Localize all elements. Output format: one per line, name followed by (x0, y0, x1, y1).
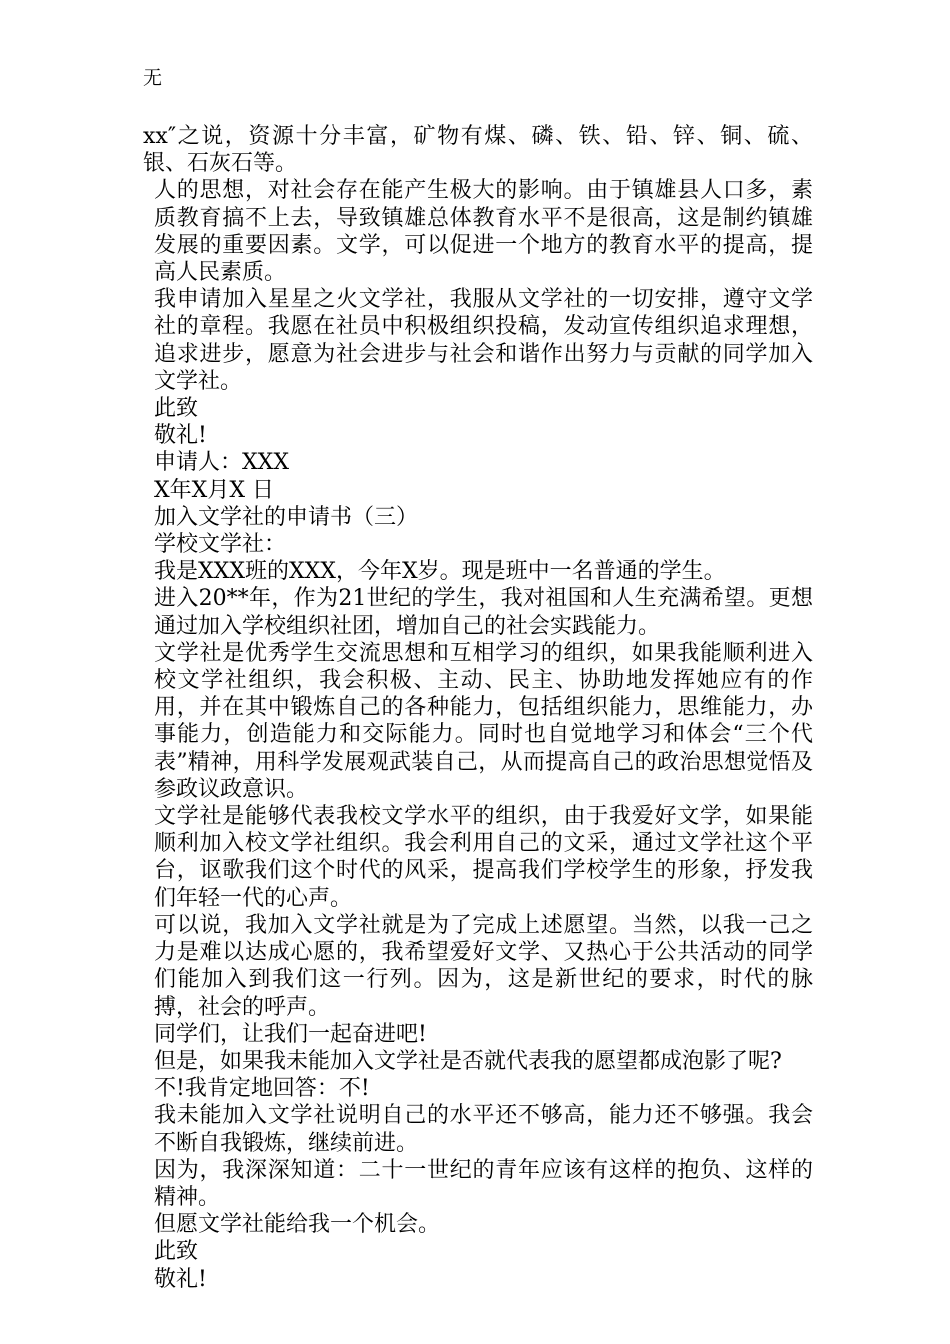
paragraph: 文学社是优秀学生交流思想和互相学习的组织，如果我能顺利进入校文学社组织，我会积极、主动、民主、协助地发挥她应有的作用，并在其中锻炼自己的各种能力，包括组织能力，思维能力，办事能力，创造能力和交际能力。同时也自觉地学习和体会“三个代表”精神，用科学发展观武装自己，从而提高自己的政治思想觉悟及参政议政意识。 (154, 640, 813, 802)
date-line: X年X月X 日 (154, 477, 274, 503)
paragraph: 可以说，我加入文学社就是为了完成上述愿望。当然，以我一己之力是难以达成心愿的，我希望爱好文学、又热心于公共活动的同学们能加入到我们这一行列。因为，这是新世纪的要求，时代的脉搏，社会的呼声。 (154, 912, 813, 1020)
page-header: 无 (143, 67, 163, 89)
paragraph: 文学社是能够代表我校文学水平的组织，由于我爱好文学，如果能顺利加入校文学社组织。我会利用自己的文采，通过文学社这个平台，讴歌我们这个时代的风采，提高我们学校学生的形象，抒发我们年轻一代的心声。 (154, 804, 813, 911)
paragraph: 但愿文学社能给我一个机会。 (154, 1212, 441, 1238)
paragraph: xx″之说，资源十分丰富，矿物有煤、磷、铁、铅、锌、铜、硫、银、石灰石等。 (143, 124, 813, 177)
closing-line: 此致 (154, 1239, 199, 1265)
paragraph: 不!我肯定地回答：不! (154, 1076, 370, 1102)
salutation-line: 敬礼! (154, 423, 207, 449)
addressee-line: 学校文学社： (154, 532, 287, 558)
paragraph: 我申请加入星星之火文学社，我服从文学社的一切安排，遵守文学社的章程。我愿在社员中积极组织投稿，发动宣传组织追求理想，追求进步，愿意为社会进步与社会和谐作出努力与贡献的同学加入文学社。 (154, 287, 813, 394)
salutation-line: 敬礼! (154, 1266, 207, 1292)
applicant-line: 申请人：XXX (154, 450, 289, 476)
document-body (143, 123, 813, 1293)
closing-line: 此致 (154, 396, 199, 422)
paragraph: 我未能加入文学社说明自己的水平还不够高，能力还不够强。我会不断自我锻炼，继续前进。 (154, 1103, 813, 1156)
section-title: 加入文学社的申请书（三） (154, 504, 419, 530)
paragraph: 我是XXX班的XXX，今年X岁。现是班中一名普通的学生。 (154, 559, 726, 585)
paragraph: 同学们，让我们一起奋进吧! (154, 1021, 427, 1047)
paragraph: 进入20**年，作为21世纪的学生，我对祖国和人生充满希望。更想通过加入学校组织社团，增加自己的社会实践能力。 (154, 586, 813, 639)
paragraph: 但是，如果我未能加入文学社是否就代表我的愿望都成泡影了呢? (154, 1048, 782, 1074)
paragraph: 因为，我深深知道：二十一世纪的青年应该有这样的抱负、这样的精神。 (154, 1157, 813, 1210)
paragraph: 人的思想，对社会存在能产生极大的影响。由于镇雄县人口多，素质教育搞不上去，导致镇雄总体教育水平不是很高，这是制约镇雄发展的重要因素。文学，可以促进一个地方的教育水平的提高，提高人民素质。 (154, 178, 813, 286)
